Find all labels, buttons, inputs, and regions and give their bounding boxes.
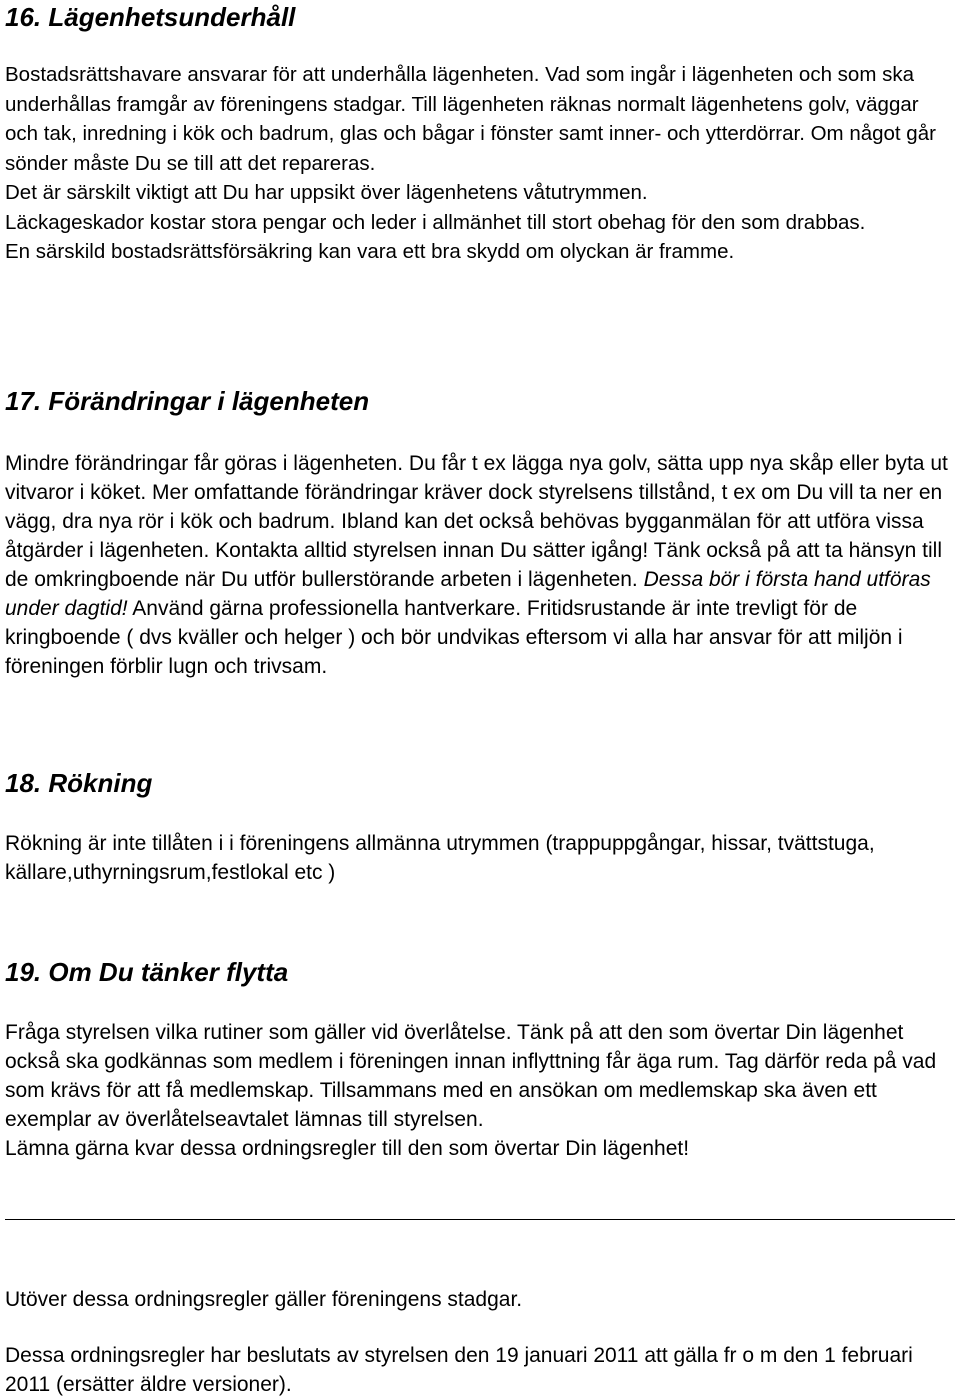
section-17-emphasis: Dessa bör i första hand utföras under dagtid! xyxy=(5,568,931,620)
section-17-text-continued: Använd gärna professionella hantverkare. Fritidsrustande är inte trevligt för de kringboende ( dvs kväller och helger ) och bör undvikas eftersom vi alla har ansvar för att miljön i föreningen förblir lugn och trivsam. xyxy=(5,597,903,678)
section-18-body xyxy=(5,829,955,887)
section-18-title: 18. Rökning xyxy=(5,768,153,798)
section-16-paragraph: Det är särskilt viktigt att Du har uppsikt över lägenhetens våtutrymmen. xyxy=(5,181,648,204)
section-19-body xyxy=(5,1018,955,1163)
section-16-paragraph: En särskild bostadsrättsförsäkring kan vara ett bra skydd om olyckan är framme. xyxy=(5,240,735,263)
horizontal-divider xyxy=(5,1219,955,1220)
section-18-paragraph: Rökning är inte tillåten i i föreningens allmänna utrymmen (trappuppgångar, hissar, tvättstuga, källare,uthyrningsrum,festlokal etc ) xyxy=(5,832,875,884)
section-17-title: 17. Förändringar i lägenheten xyxy=(5,386,370,416)
section-16-title: 16. Lägenhetsunderhåll xyxy=(5,2,296,32)
section-16-paragraph: Bostadsrättshavare ansvarar för att underhålla lägenheten. Vad som ingår i lägenheten och som ska underhållas framgår av föreningens stadgar. Till lägenheten räknas normalt lägenhetens golv, väggar och tak, inredning i kök och badrum, glas och bågar i fönster samt inner- och ytterdörrar. Om något går sönder måste Du se till att det repareras. xyxy=(5,63,936,175)
section-19-title: 19. Om Du tänker flytta xyxy=(5,957,289,987)
section-19-paragraph: Fråga styrelsen vilka rutiner som gäller vid överlåtelse. Tänk på att den som övertar Din lägenhet också ska godkännas som medlem i föreningen innan inflyttning får äga rum. Tag därför reda på vad som krävs för att få medlemskap. Tillsammans med en ansökan om medlemskap ska även ett exemplar av överlåtelseavtalet lämnas till styrelsen. xyxy=(5,1021,937,1131)
section-16-body xyxy=(5,60,955,267)
section-17-paragraph xyxy=(5,449,955,681)
section-19-paragraph: Lämna gärna kvar dessa ordningsregler till den som övertar Din lägenhet! xyxy=(5,1137,690,1160)
section-17-text: Mindre förändringar får göras i lägenheten. Du får t ex lägga nya golv, sätta upp nya skåp eller byta ut vitvaror i köket. Mer omfattande förändringar kräver dock styrelsens tillstånd, t ex om Du vill ta ner en vägg, dra nya rör i kök och badrum. Ibland kan det också behövas bygganmälan för att utföra vissa åtgärder i lägenheten. Kontakta alltid styrelsen innan Du sätter igång! Tänk också på att ta hänsyn till de omkringboende när Du utför bullerstörande arbeten i lägenheten. xyxy=(5,452,948,591)
footer-note: Utöver dessa ordningsregler gäller föreningens stadgar. xyxy=(5,1288,523,1311)
section-17-body xyxy=(5,449,955,681)
footer-decision: Dessa ordningsregler har beslutats av styrelsen den 19 januari 2011 att gälla fr o m den 1 februari 2011 (ersätter äldre versioner). xyxy=(5,1344,913,1396)
section-16-paragraph: Läckageskador kostar stora pengar och leder i allmänhet till stort obehag för den som drabbas. xyxy=(5,210,866,234)
